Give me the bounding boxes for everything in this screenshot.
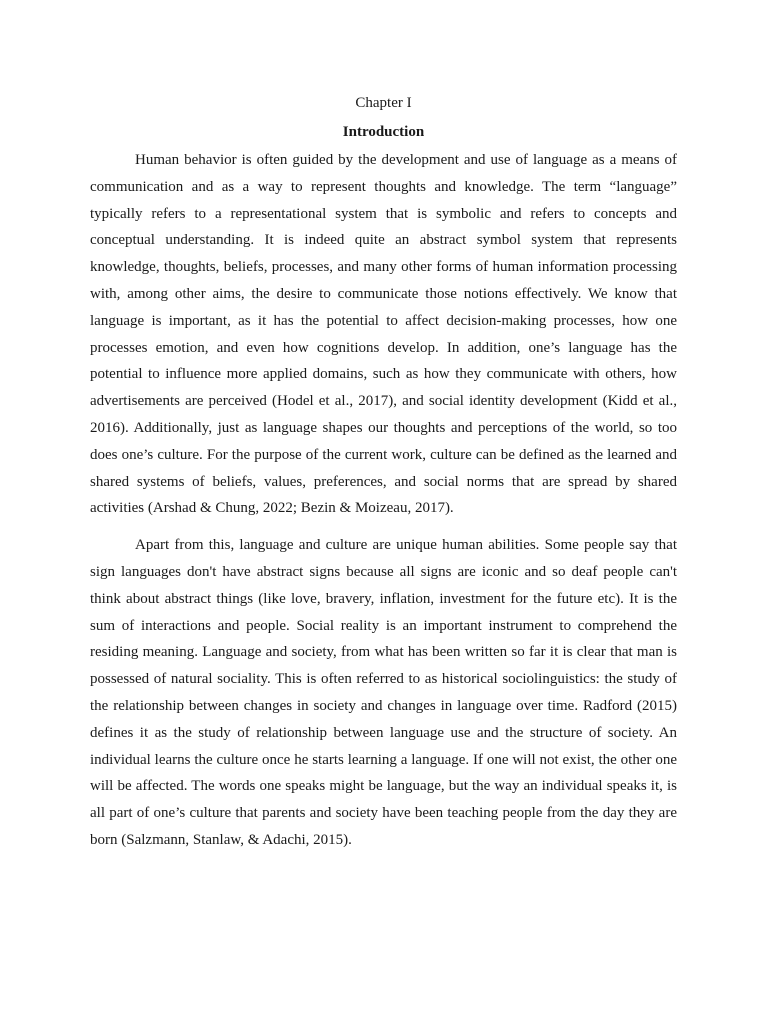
- chapter-label: Chapter I: [355, 95, 412, 111]
- section-title: Introduction: [342, 124, 425, 140]
- body-paragraph-1: Human behavior is often guided by the development and use of language as a means of communication and as a way to represent thoughts and knowledge. The term “language” typically refers to a representational system that is symbolic and refers to concepts and conceptual understanding. It is indeed quite an abstract symbol system that represents knowledge, thoughts, beliefs, processes, and many other forms of human information processing with, among other aims, the desire to communicate those notions effectively. We know that language is important, as it has the potential to affect decision-making processes, how one processes emotion, and even how cognitions develop. In addition, one’s language has the potential to influence more applied domains, such as how they communicate with others, how advertisements are perceived (Hodel et al., 2017), and social identity development (Kidd et al., 2016). Additionally, just as language shapes our thoughts and perceptions of the world, so too does one’s culture. For the purpose of the current work, culture can be defined as the learned and shared systems of beliefs, values, preferences, and social norms that are spread by shared activities (Arshad & Chung, 2022; Bezin & Moizeau, 2017).: [90, 152, 677, 517]
- document-page: [90, 92, 677, 854]
- body-paragraph-2: Apart from this, language and culture are unique human abilities. Some people say that sign languages don't have abstract signs because all signs are iconic and so deaf people can't think about abstract things (like love, bravery, inflation, investment for the future etc). It is the sum of interactions and people. Social reality is an important instrument to comprehend the residing meaning. Language and society, from what has been written so far it is clear that man is possessed of natural sociality. This is often referred to as historical sociolinguistics: the study of the relationship between changes in society and changes in language over time. Radford (2015) defines it as the study of relationship between language use and the structure of society. An individual learns the culture once he starts learning a language. If one will not exist, the other one will be affected. The words one speaks might be language, but the way an individual speaks it, is all part of one’s culture that parents and society have been teaching people from the day they are born (Salzmann, Stanlaw, & Adachi, 2015).: [90, 537, 677, 848]
